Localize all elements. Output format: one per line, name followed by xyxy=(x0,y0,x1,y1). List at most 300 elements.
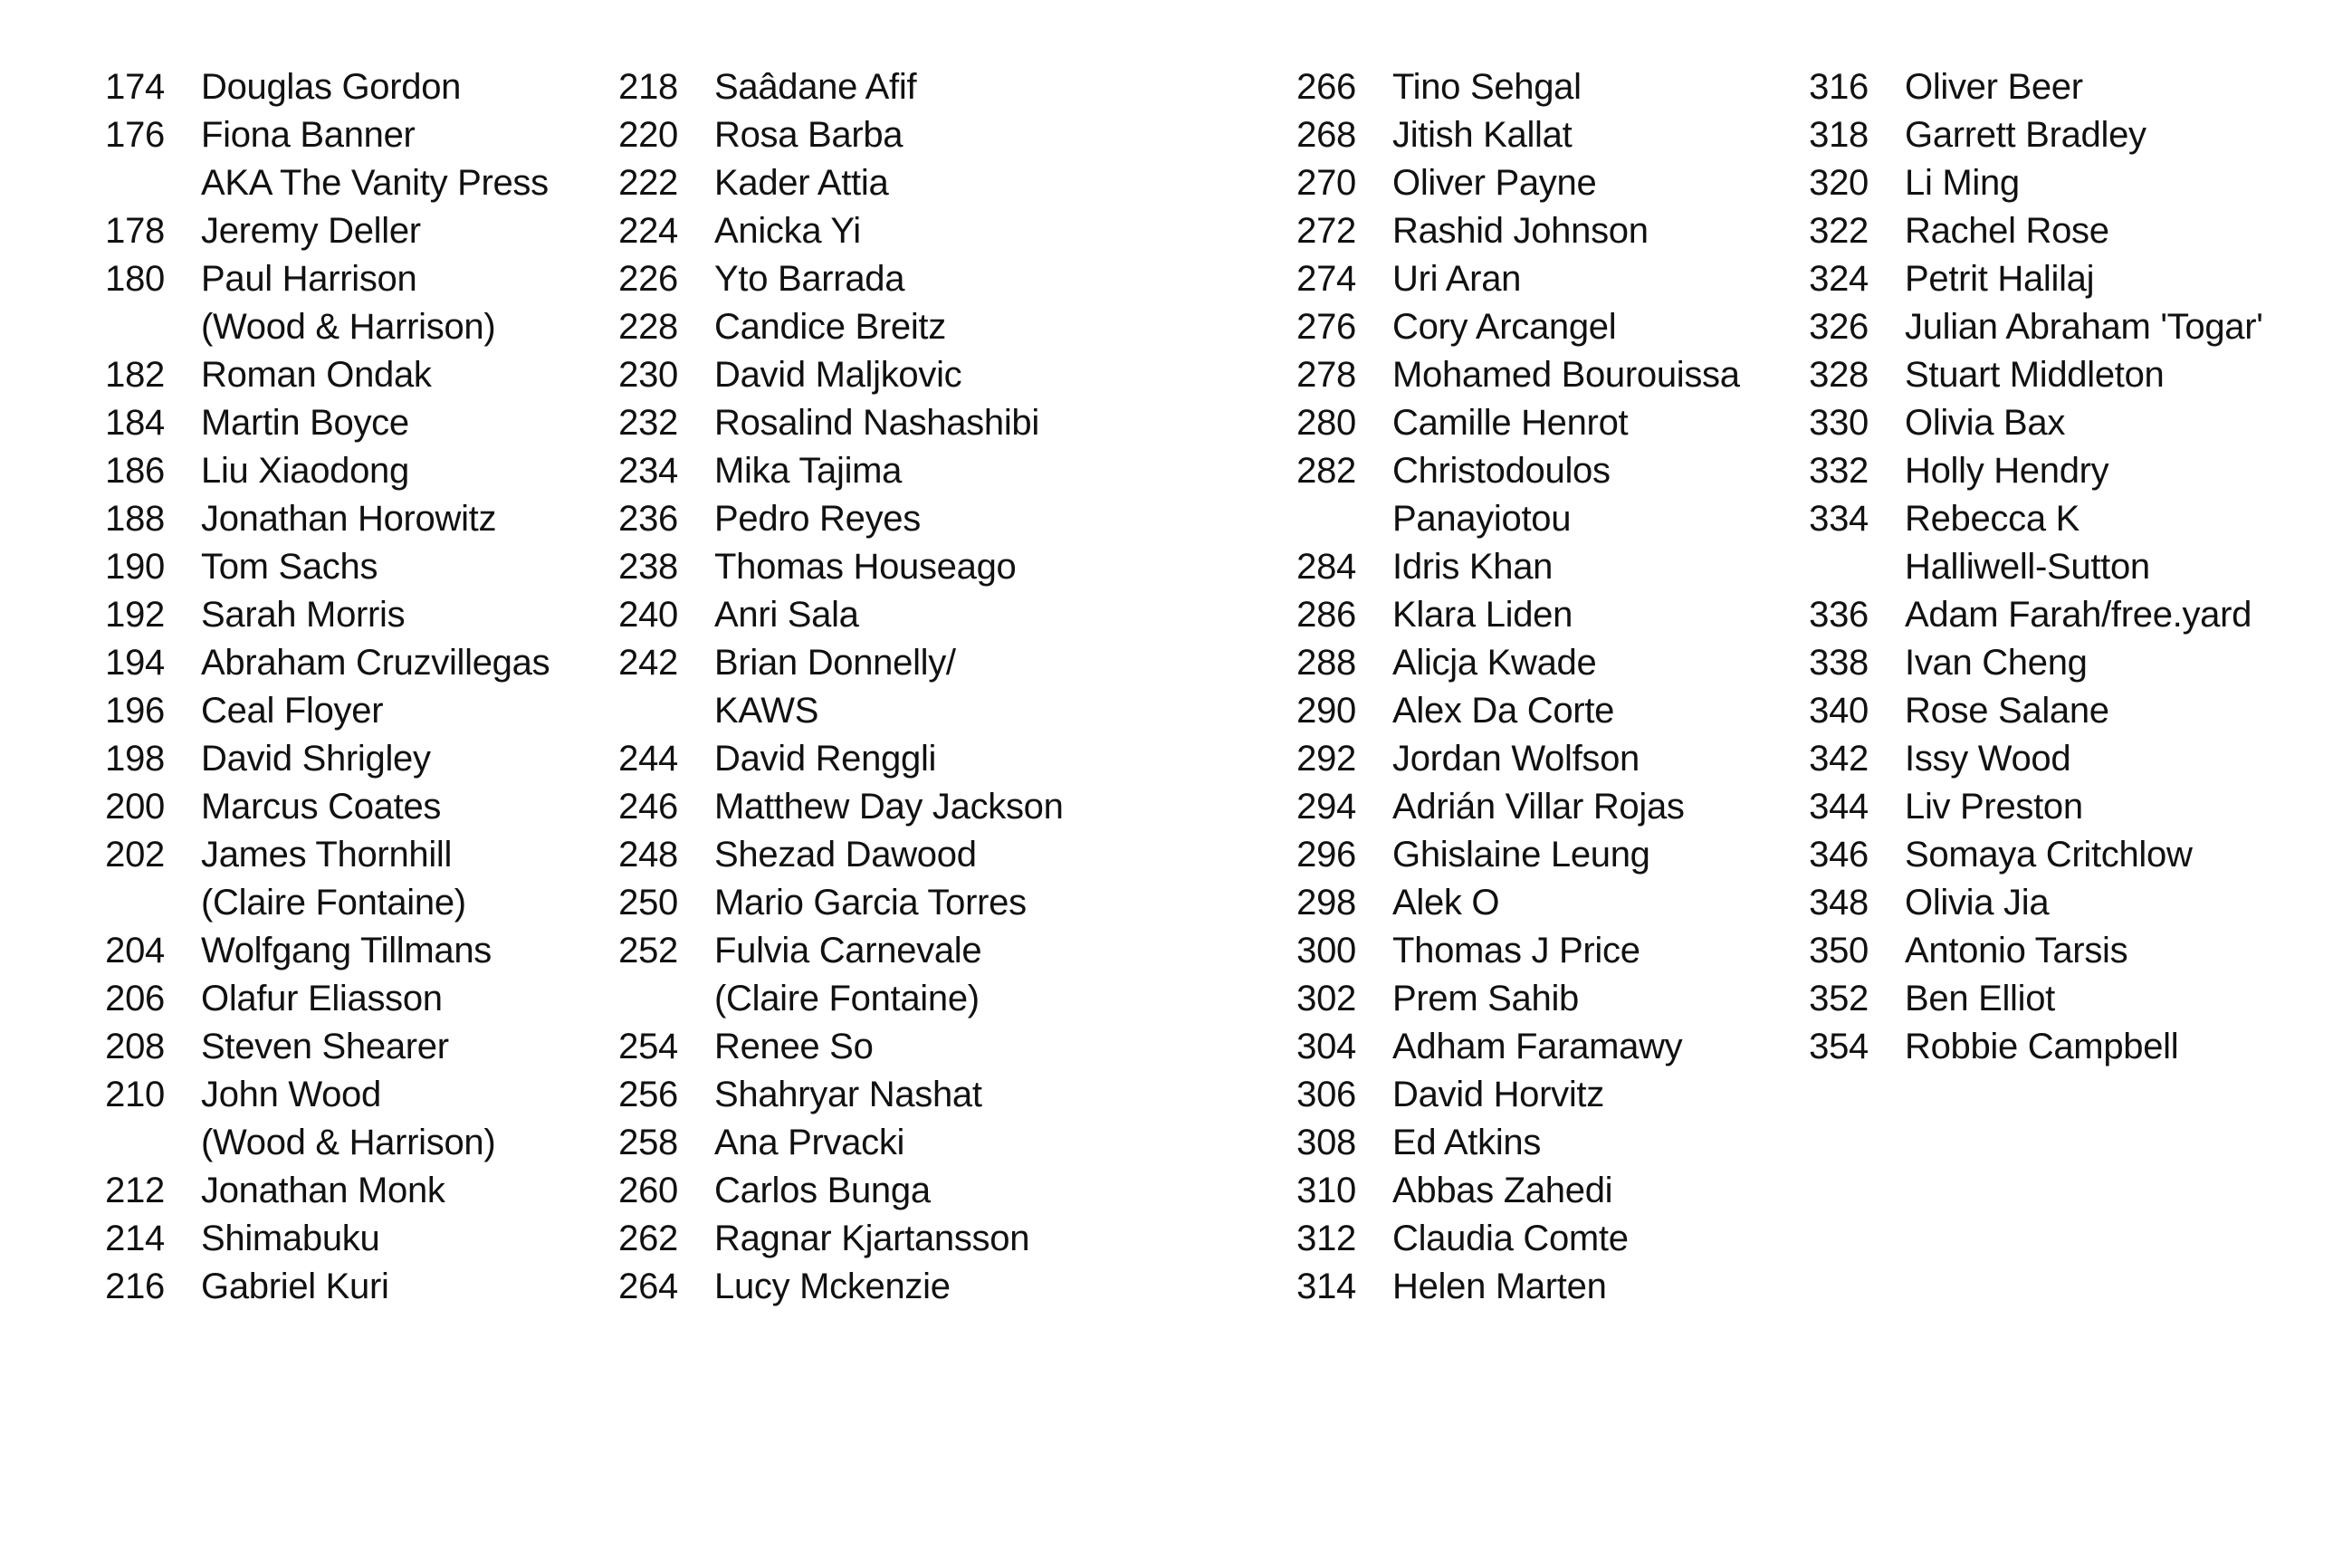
page-number: 306 xyxy=(1296,1075,1356,1114)
index-entry xyxy=(1791,1023,2263,1071)
artist-name xyxy=(1905,687,2109,735)
index-entry xyxy=(1791,207,2263,255)
page-number: 332 xyxy=(1809,451,1869,491)
artist-name xyxy=(201,63,461,111)
page-number: 234 xyxy=(618,451,678,491)
artist-name-line: Olivia Bax xyxy=(1905,403,2066,443)
index-entry xyxy=(1278,111,1740,159)
page-number: 206 xyxy=(105,979,165,1018)
artist-name-line: Ana Prvacki xyxy=(714,1123,905,1162)
artist-name-line: Tino Sehgal xyxy=(1392,67,1582,107)
artist-name-line: Martin Boyce xyxy=(201,403,409,443)
index-entry xyxy=(1791,591,2263,639)
artist-name xyxy=(1905,303,2263,351)
artist-name xyxy=(1392,351,1740,399)
page-number: 216 xyxy=(105,1267,165,1306)
page-number: 350 xyxy=(1809,931,1869,970)
artist-name xyxy=(1905,831,2193,879)
artist-name xyxy=(1392,639,1596,687)
artist-name-line: Issy Wood xyxy=(1905,739,2071,779)
page-number: 196 xyxy=(105,691,165,731)
index-entry xyxy=(600,111,1064,159)
artist-name-line: Tom Sachs xyxy=(201,547,378,587)
page-number: 262 xyxy=(618,1219,678,1258)
artist-name xyxy=(1392,783,1685,831)
artist-name xyxy=(714,639,956,735)
page-number: 316 xyxy=(1809,67,1869,107)
index-entry xyxy=(1278,207,1740,255)
page-number: 208 xyxy=(105,1027,165,1066)
index-entry xyxy=(91,783,550,831)
page-number: 282 xyxy=(1296,451,1356,491)
artist-name-line: Olafur Eliasson xyxy=(201,979,443,1018)
index-entry xyxy=(91,399,550,447)
page-number: 194 xyxy=(105,643,165,683)
artist-name-line: Alek O xyxy=(1392,883,1500,923)
artist-name-line: Ceal Floyer xyxy=(201,691,384,731)
artist-name xyxy=(714,927,981,1023)
artist-name xyxy=(1905,63,2083,111)
artist-name-line: KAWS xyxy=(714,691,819,731)
page-number: 324 xyxy=(1809,259,1869,299)
page-number: 352 xyxy=(1809,979,1869,1018)
artist-name-line: Wolfgang Tillmans xyxy=(201,931,492,970)
index-entry xyxy=(1278,447,1740,543)
artist-name xyxy=(714,783,1064,831)
index-entry xyxy=(1791,447,2263,495)
index-column-2 xyxy=(600,63,1064,1311)
index-entry xyxy=(600,1071,1064,1119)
page-number: 292 xyxy=(1296,739,1356,779)
artist-name-line: Yto Barrada xyxy=(714,259,905,299)
page-number: 178 xyxy=(105,211,165,251)
artist-name-line: (Wood & Harrison) xyxy=(201,307,496,347)
artist-name-line: Liv Preston xyxy=(1905,787,2083,827)
artist-name-line: Mika Tajima xyxy=(714,451,903,491)
page-number: 214 xyxy=(105,1219,165,1258)
page-number: 296 xyxy=(1296,835,1356,875)
artist-name xyxy=(201,591,405,639)
artist-name xyxy=(714,255,904,303)
artist-name-line: Uri Aran xyxy=(1392,259,1522,299)
page-number: 218 xyxy=(618,67,678,107)
page-number: 240 xyxy=(618,595,678,635)
index-entry xyxy=(600,351,1064,399)
index-entry xyxy=(91,111,550,207)
artist-name-line: Steven Shearer xyxy=(201,1027,449,1066)
page-number: 182 xyxy=(105,355,165,395)
index-entry xyxy=(600,255,1064,303)
artist-name xyxy=(1392,63,1582,111)
artist-name xyxy=(714,207,861,255)
page-number: 318 xyxy=(1809,115,1869,155)
artist-name-line: Fiona Banner xyxy=(201,115,416,155)
page-number: 252 xyxy=(618,931,678,970)
artist-name-line: Robbie Campbell xyxy=(1905,1027,2179,1066)
artist-name-line: Rachel Rose xyxy=(1905,211,2109,251)
artist-name-line: Renee So xyxy=(714,1027,874,1066)
page-number: 190 xyxy=(105,547,165,587)
artist-name xyxy=(714,735,936,783)
artist-name-line: David Shrigley xyxy=(201,739,431,779)
page-number: 254 xyxy=(618,1027,678,1066)
artist-name xyxy=(1905,975,2055,1023)
artist-name-line: Ghislaine Leung xyxy=(1392,835,1650,875)
artist-name xyxy=(201,975,443,1023)
index-entry xyxy=(91,1167,550,1215)
page-number: 224 xyxy=(618,211,678,251)
page-number: 330 xyxy=(1809,403,1869,443)
artist-name xyxy=(714,303,946,351)
artist-name xyxy=(714,63,916,111)
page-number: 248 xyxy=(618,835,678,875)
index-entry xyxy=(600,927,1064,1023)
index-entry xyxy=(1791,255,2263,303)
index-entry xyxy=(600,543,1064,591)
artist-name xyxy=(1392,1215,1629,1263)
index-entry xyxy=(1278,783,1740,831)
index-entry xyxy=(600,1119,1064,1167)
page-number: 198 xyxy=(105,739,165,779)
artist-name xyxy=(201,1263,389,1311)
artist-name xyxy=(714,543,1016,591)
artist-name xyxy=(1392,831,1650,879)
artist-name xyxy=(1905,783,2083,831)
artist-name-line: Idris Khan xyxy=(1392,547,1554,587)
page-number: 286 xyxy=(1296,595,1356,635)
artist-name-line: Mario Garcia Torres xyxy=(714,883,1027,923)
index-entry xyxy=(1791,687,2263,735)
page-number: 300 xyxy=(1296,931,1356,970)
page-number: 294 xyxy=(1296,787,1356,827)
artist-name-line: Anri Sala xyxy=(714,595,859,635)
index-entry xyxy=(91,543,550,591)
artist-name xyxy=(201,735,431,783)
artist-name xyxy=(714,399,1039,447)
artist-name xyxy=(1905,927,2127,975)
artist-name-line: Thomas Houseago xyxy=(714,547,1017,587)
index-entry xyxy=(600,879,1064,927)
artist-name-line: Antonio Tarsis xyxy=(1905,931,2128,970)
artist-name-line: Thomas J Price xyxy=(1392,931,1640,970)
page-number: 226 xyxy=(618,259,678,299)
artist-name-line: Li Ming xyxy=(1905,163,2020,203)
artist-name-line: Oliver Beer xyxy=(1905,67,2083,107)
index-entry xyxy=(1278,687,1740,735)
page-number: 220 xyxy=(618,115,678,155)
artist-name xyxy=(1392,1263,1607,1311)
artist-name xyxy=(201,1071,495,1167)
index-entry xyxy=(1791,831,2263,879)
artist-name-line: Shimabuku xyxy=(201,1219,380,1258)
index-entry xyxy=(1278,1119,1740,1167)
index-entry xyxy=(91,1263,550,1311)
artist-name xyxy=(201,255,495,351)
page-number: 184 xyxy=(105,403,165,443)
index-entry xyxy=(600,159,1064,207)
page-number: 244 xyxy=(618,739,678,779)
index-entry xyxy=(600,1167,1064,1215)
artist-name-line: Abbas Zahedi xyxy=(1392,1171,1613,1210)
page-number: 308 xyxy=(1296,1123,1356,1162)
page-number: 338 xyxy=(1809,643,1869,683)
artist-name xyxy=(1905,879,2049,927)
artist-name xyxy=(1905,207,2109,255)
artist-name-line: Brian Donnelly/ xyxy=(714,643,956,683)
page-number: 298 xyxy=(1296,883,1356,923)
artist-name-line: Julian Abraham 'Togar' xyxy=(1905,307,2263,347)
index-entry xyxy=(91,975,550,1023)
index-entry xyxy=(1278,303,1740,351)
index-column-4 xyxy=(1791,63,2263,1071)
artist-name-line: Petrit Halilaj xyxy=(1905,259,2095,299)
artist-name-line: Shezad Dawood xyxy=(714,835,977,875)
index-entry xyxy=(600,1215,1064,1263)
page-number: 320 xyxy=(1809,163,1869,203)
page-number: 344 xyxy=(1809,787,1869,827)
artist-name xyxy=(1392,447,1611,543)
index-entry xyxy=(1278,1215,1740,1263)
artist-name xyxy=(201,111,549,207)
index-column-1 xyxy=(91,63,550,1311)
page-number: 256 xyxy=(618,1075,678,1114)
index-entry xyxy=(600,399,1064,447)
artist-name xyxy=(1392,975,1579,1023)
page-number: 276 xyxy=(1296,307,1356,347)
index-entry xyxy=(1278,399,1740,447)
artist-name xyxy=(1392,687,1614,735)
artist-name-line: Fulvia Carnevale xyxy=(714,931,982,970)
page-number: 280 xyxy=(1296,403,1356,443)
artist-name-line: Halliwell-Sutton xyxy=(1905,547,2150,587)
page-number: 188 xyxy=(105,499,165,539)
index-entry xyxy=(1791,735,2263,783)
page-number: 242 xyxy=(618,643,678,683)
page-number: 354 xyxy=(1809,1027,1869,1066)
artist-name-line: Jonathan Monk xyxy=(201,1171,445,1210)
index-entry xyxy=(91,591,550,639)
artist-name-line: Stuart Middleton xyxy=(1905,355,2165,395)
artist-name-line: Anicka Yi xyxy=(714,211,861,251)
artist-name xyxy=(714,1071,982,1119)
artist-name xyxy=(1392,879,1499,927)
artist-name xyxy=(714,831,977,879)
artist-name-line: Oliver Payne xyxy=(1392,163,1597,203)
artist-name xyxy=(714,591,859,639)
index-entry xyxy=(600,1023,1064,1071)
page-number: 322 xyxy=(1809,211,1869,251)
artist-name xyxy=(714,1167,931,1215)
artist-name-line: Helen Marten xyxy=(1392,1267,1607,1306)
index-entry xyxy=(91,735,550,783)
page-number: 238 xyxy=(618,547,678,587)
artist-name xyxy=(714,1119,904,1167)
artist-name-line: Ivan Cheng xyxy=(1905,643,2088,683)
artist-name-line: Cory Arcangel xyxy=(1392,307,1617,347)
index-entry xyxy=(1791,495,2263,591)
index-entry xyxy=(1791,63,2263,111)
artist-name xyxy=(201,1167,445,1215)
artist-name xyxy=(714,1263,951,1311)
artist-name-line: Adrián Villar Rojas xyxy=(1392,787,1685,827)
artist-name-line: Holly Hendry xyxy=(1905,451,2109,491)
page-number: 232 xyxy=(618,403,678,443)
index-entry xyxy=(1791,975,2263,1023)
page-number: 200 xyxy=(105,787,165,827)
artist-name xyxy=(1905,591,2252,639)
page-number: 260 xyxy=(618,1171,678,1210)
artist-name-line: Somaya Critchlow xyxy=(1905,835,2193,875)
page-number: 174 xyxy=(105,67,165,107)
page-number: 284 xyxy=(1296,547,1356,587)
artist-name xyxy=(1392,1167,1612,1215)
artist-name-line: Ed Atkins xyxy=(1392,1123,1542,1162)
index-entry xyxy=(91,255,550,351)
artist-name-line: Sarah Morris xyxy=(201,595,406,635)
artist-name-line: Paul Harrison xyxy=(201,259,417,299)
artist-name xyxy=(201,1023,449,1071)
index-entry xyxy=(91,495,550,543)
index-entry xyxy=(91,1023,550,1071)
artist-name xyxy=(1905,639,2088,687)
artist-name-line: Jeremy Deller xyxy=(201,211,421,251)
index-entry xyxy=(1791,879,2263,927)
page-number: 266 xyxy=(1296,67,1356,107)
page-number: 246 xyxy=(618,787,678,827)
artist-name xyxy=(201,207,421,255)
artist-name-line: Garrett Bradley xyxy=(1905,115,2146,155)
index-entry xyxy=(1791,159,2263,207)
artist-name xyxy=(714,495,921,543)
index-entry xyxy=(600,639,1064,735)
index-entry xyxy=(600,495,1064,543)
page-number: 334 xyxy=(1809,499,1869,539)
page-number: 326 xyxy=(1809,307,1869,347)
index-entry xyxy=(600,447,1064,495)
index-entry xyxy=(91,351,550,399)
artist-name xyxy=(1905,495,2150,591)
artist-name xyxy=(1392,1023,1682,1071)
artist-name-line: Mohamed Bourouissa xyxy=(1392,355,1740,395)
artist-name-line: Camille Henrot xyxy=(1392,403,1629,443)
page-number: 272 xyxy=(1296,211,1356,251)
page-number: 204 xyxy=(105,931,165,970)
artist-name-line: Douglas Gordon xyxy=(201,67,462,107)
index-entry xyxy=(1791,639,2263,687)
page-number: 250 xyxy=(618,883,678,923)
artist-name xyxy=(1905,255,2094,303)
artist-name xyxy=(1392,207,1649,255)
artist-name xyxy=(1392,159,1596,207)
index-entry xyxy=(1791,351,2263,399)
artist-name-line: Panayiotou xyxy=(1392,499,1572,539)
index-entry xyxy=(91,687,550,735)
page-number: 210 xyxy=(105,1075,165,1114)
artist-name-line: Jordan Wolfson xyxy=(1392,739,1640,779)
artist-name xyxy=(1392,927,1640,975)
artist-name xyxy=(201,1215,379,1263)
artist-name xyxy=(714,447,902,495)
artist-name xyxy=(714,159,888,207)
index-entry xyxy=(1278,1071,1740,1119)
artist-name xyxy=(714,1023,874,1071)
index-entry xyxy=(1278,255,1740,303)
artist-name xyxy=(1905,1023,2178,1071)
artist-name-line: Rashid Johnson xyxy=(1392,211,1649,251)
page-number: 258 xyxy=(618,1123,678,1162)
page-number: 328 xyxy=(1809,355,1869,395)
index-entry xyxy=(1278,1263,1740,1311)
artist-name-line: David Maljkovic xyxy=(714,355,962,395)
artist-name-line: AKA The Vanity Press xyxy=(201,163,549,203)
index-entry xyxy=(91,63,550,111)
page-number: 346 xyxy=(1809,835,1869,875)
page-number: 264 xyxy=(618,1267,678,1306)
page-number: 314 xyxy=(1296,1267,1356,1306)
artist-name xyxy=(201,399,409,447)
artist-name-line: Jonathan Horowitz xyxy=(201,499,497,539)
artist-name xyxy=(1905,447,2108,495)
artist-name xyxy=(201,639,550,687)
artist-name-line: Saâdane Afif xyxy=(714,67,917,107)
artist-name xyxy=(1905,399,2065,447)
index-entry xyxy=(91,639,550,687)
artist-name-line: Prem Sahib xyxy=(1392,979,1579,1018)
artist-name-line: Claudia Comte xyxy=(1392,1219,1629,1258)
artist-name xyxy=(1392,399,1628,447)
index-entry xyxy=(600,63,1064,111)
artist-name-line: Adham Faramawy xyxy=(1392,1027,1683,1066)
artist-name xyxy=(714,351,961,399)
artist-name-line: Matthew Day Jackson xyxy=(714,787,1064,827)
artist-name-line: Candice Breitz xyxy=(714,307,946,347)
page-number: 228 xyxy=(618,307,678,347)
index-entry xyxy=(1791,783,2263,831)
artist-name-line: Lucy Mckenzie xyxy=(714,1267,951,1306)
page-number: 348 xyxy=(1809,883,1869,923)
artist-name xyxy=(1392,255,1521,303)
page-number: 192 xyxy=(105,595,165,635)
page-number: 288 xyxy=(1296,643,1356,683)
artist-name xyxy=(714,879,1027,927)
page-number: 302 xyxy=(1296,979,1356,1018)
artist-name xyxy=(201,831,466,927)
page-number: 290 xyxy=(1296,691,1356,731)
index-column-3 xyxy=(1278,63,1740,1311)
index-entry xyxy=(600,591,1064,639)
artist-name xyxy=(1392,543,1553,591)
artist-name-line: Rosa Barba xyxy=(714,115,904,155)
artist-name-line: Jitish Kallat xyxy=(1392,115,1573,155)
page-number: 336 xyxy=(1809,595,1869,635)
artist-name xyxy=(1392,1071,1604,1119)
artist-name xyxy=(1905,735,2070,783)
page-number: 312 xyxy=(1296,1219,1356,1258)
index-entry xyxy=(1278,159,1740,207)
page-number: 236 xyxy=(618,499,678,539)
page-number: 180 xyxy=(105,259,165,299)
index-entry xyxy=(600,831,1064,879)
index-entry xyxy=(1791,927,2263,975)
artist-name-line: Rebecca K xyxy=(1905,499,2080,539)
index-entry xyxy=(1278,1023,1740,1071)
page-number: 274 xyxy=(1296,259,1356,299)
index-entry xyxy=(91,831,550,927)
artist-name xyxy=(201,447,409,495)
index-entry xyxy=(1791,111,2263,159)
index-entry xyxy=(91,1215,550,1263)
page-number: 268 xyxy=(1296,115,1356,155)
